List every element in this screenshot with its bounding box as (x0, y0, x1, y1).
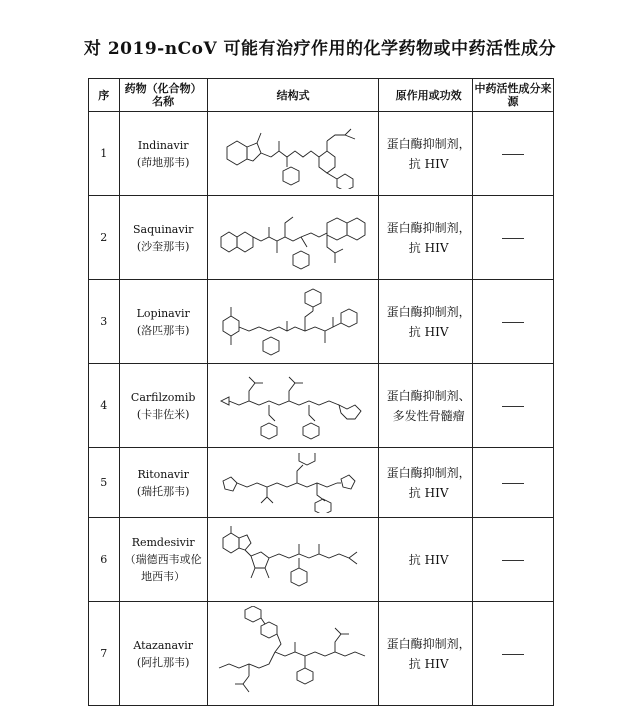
indinavir-structure-image (215, 119, 371, 189)
drug-name-cn: (茚地那韦) (136, 155, 190, 169)
drug-name-en: Atazanavir (133, 638, 194, 652)
row-number: 3 (89, 280, 120, 364)
table-row (89, 196, 554, 280)
atazanavir-structure-image (215, 606, 371, 702)
source-cell (472, 364, 553, 448)
table-row (89, 112, 554, 196)
drug-table (88, 78, 554, 706)
source-dash (502, 406, 524, 407)
action-cell: 蛋白酶抑制剂，抗 HIV (379, 196, 473, 280)
ritonavir-structure-image (215, 453, 371, 513)
structure-cell (207, 518, 378, 602)
action-cell: 抗 HIV (379, 518, 473, 602)
source-cell (472, 112, 553, 196)
table-row (89, 280, 554, 364)
source-cell (472, 602, 553, 706)
structure-cell (207, 112, 378, 196)
drug-name-cn: (瑞托那韦) (136, 484, 190, 498)
source-cell (472, 518, 553, 602)
drug-name-en: Saquinavir (132, 222, 194, 236)
structure-cell (207, 364, 378, 448)
drug-name-en: Ritonavir (137, 467, 189, 481)
source-cell (472, 196, 553, 280)
source-dash (502, 238, 524, 239)
drug-name-cn: (阿扎那韦) (136, 655, 190, 669)
drug-name (119, 112, 207, 196)
page-title: 对 2019-nCoV 可能有治疗作用的化学药物或中药活性成分 (83, 39, 557, 59)
drug-name (119, 448, 207, 518)
table-row (89, 518, 554, 602)
source-dash (502, 560, 524, 561)
drug-name (119, 196, 207, 280)
structure-cell (207, 196, 378, 280)
source-cell (472, 280, 553, 364)
structure-cell (207, 602, 378, 706)
saquinavir-structure-image (215, 203, 371, 273)
header-name: 药物（化合物）名称 (119, 79, 207, 112)
source-dash (502, 322, 524, 323)
drug-name-en: Indinavir (137, 138, 189, 152)
drug-name-cn: (卡非佐米) (136, 407, 190, 421)
drug-name-cn: （瑞德西韦或伦地西韦） (124, 553, 202, 583)
structure-cell (207, 448, 378, 518)
table-row (89, 364, 554, 448)
source-dash (502, 654, 524, 655)
row-number: 1 (89, 112, 120, 196)
carfilzomib-structure-image (215, 371, 371, 441)
drug-name (119, 364, 207, 448)
header-source: 中药活性成分来源 (472, 79, 553, 112)
drug-name-en: Carfilzomib (130, 390, 196, 404)
action-cell: 蛋白酶抑制剂，抗 HIV (379, 280, 473, 364)
drug-name (119, 280, 207, 364)
row-number: 2 (89, 196, 120, 280)
action-cell: 蛋白酶抑制剂，抗 HIV (379, 602, 473, 706)
row-number: 7 (89, 602, 120, 706)
remdesivir-structure-image (215, 524, 371, 596)
header-action: 原作用或功效 (379, 79, 473, 112)
drug-name-en: Remdesivir (131, 536, 195, 549)
header-structure: 结构式 (207, 79, 378, 112)
row-number: 4 (89, 364, 120, 448)
table-row (89, 602, 554, 706)
action-cell: 蛋白酶抑制剂，抗 HIV (379, 112, 473, 196)
structure-cell (207, 280, 378, 364)
action-cell: 蛋白酶抑制剂、多发性骨髓瘤 (379, 364, 473, 448)
source-cell (472, 448, 553, 518)
source-dash (502, 154, 524, 155)
drug-name (119, 602, 207, 706)
table-header-row (89, 79, 554, 112)
action-cell: 蛋白酶抑制剂，抗 HIV (379, 448, 473, 518)
drug-name-cn: (沙奎那韦) (136, 239, 190, 253)
row-number: 5 (89, 448, 120, 518)
drug-name (119, 518, 207, 602)
lopinavir-structure-image (215, 287, 371, 357)
drug-name-cn: (洛匹那韦) (136, 323, 190, 337)
row-number: 6 (89, 518, 120, 602)
table-row (89, 448, 554, 518)
header-no: 序 (89, 79, 120, 112)
drug-name-en: Lopinavir (136, 306, 190, 320)
source-dash (502, 483, 524, 484)
